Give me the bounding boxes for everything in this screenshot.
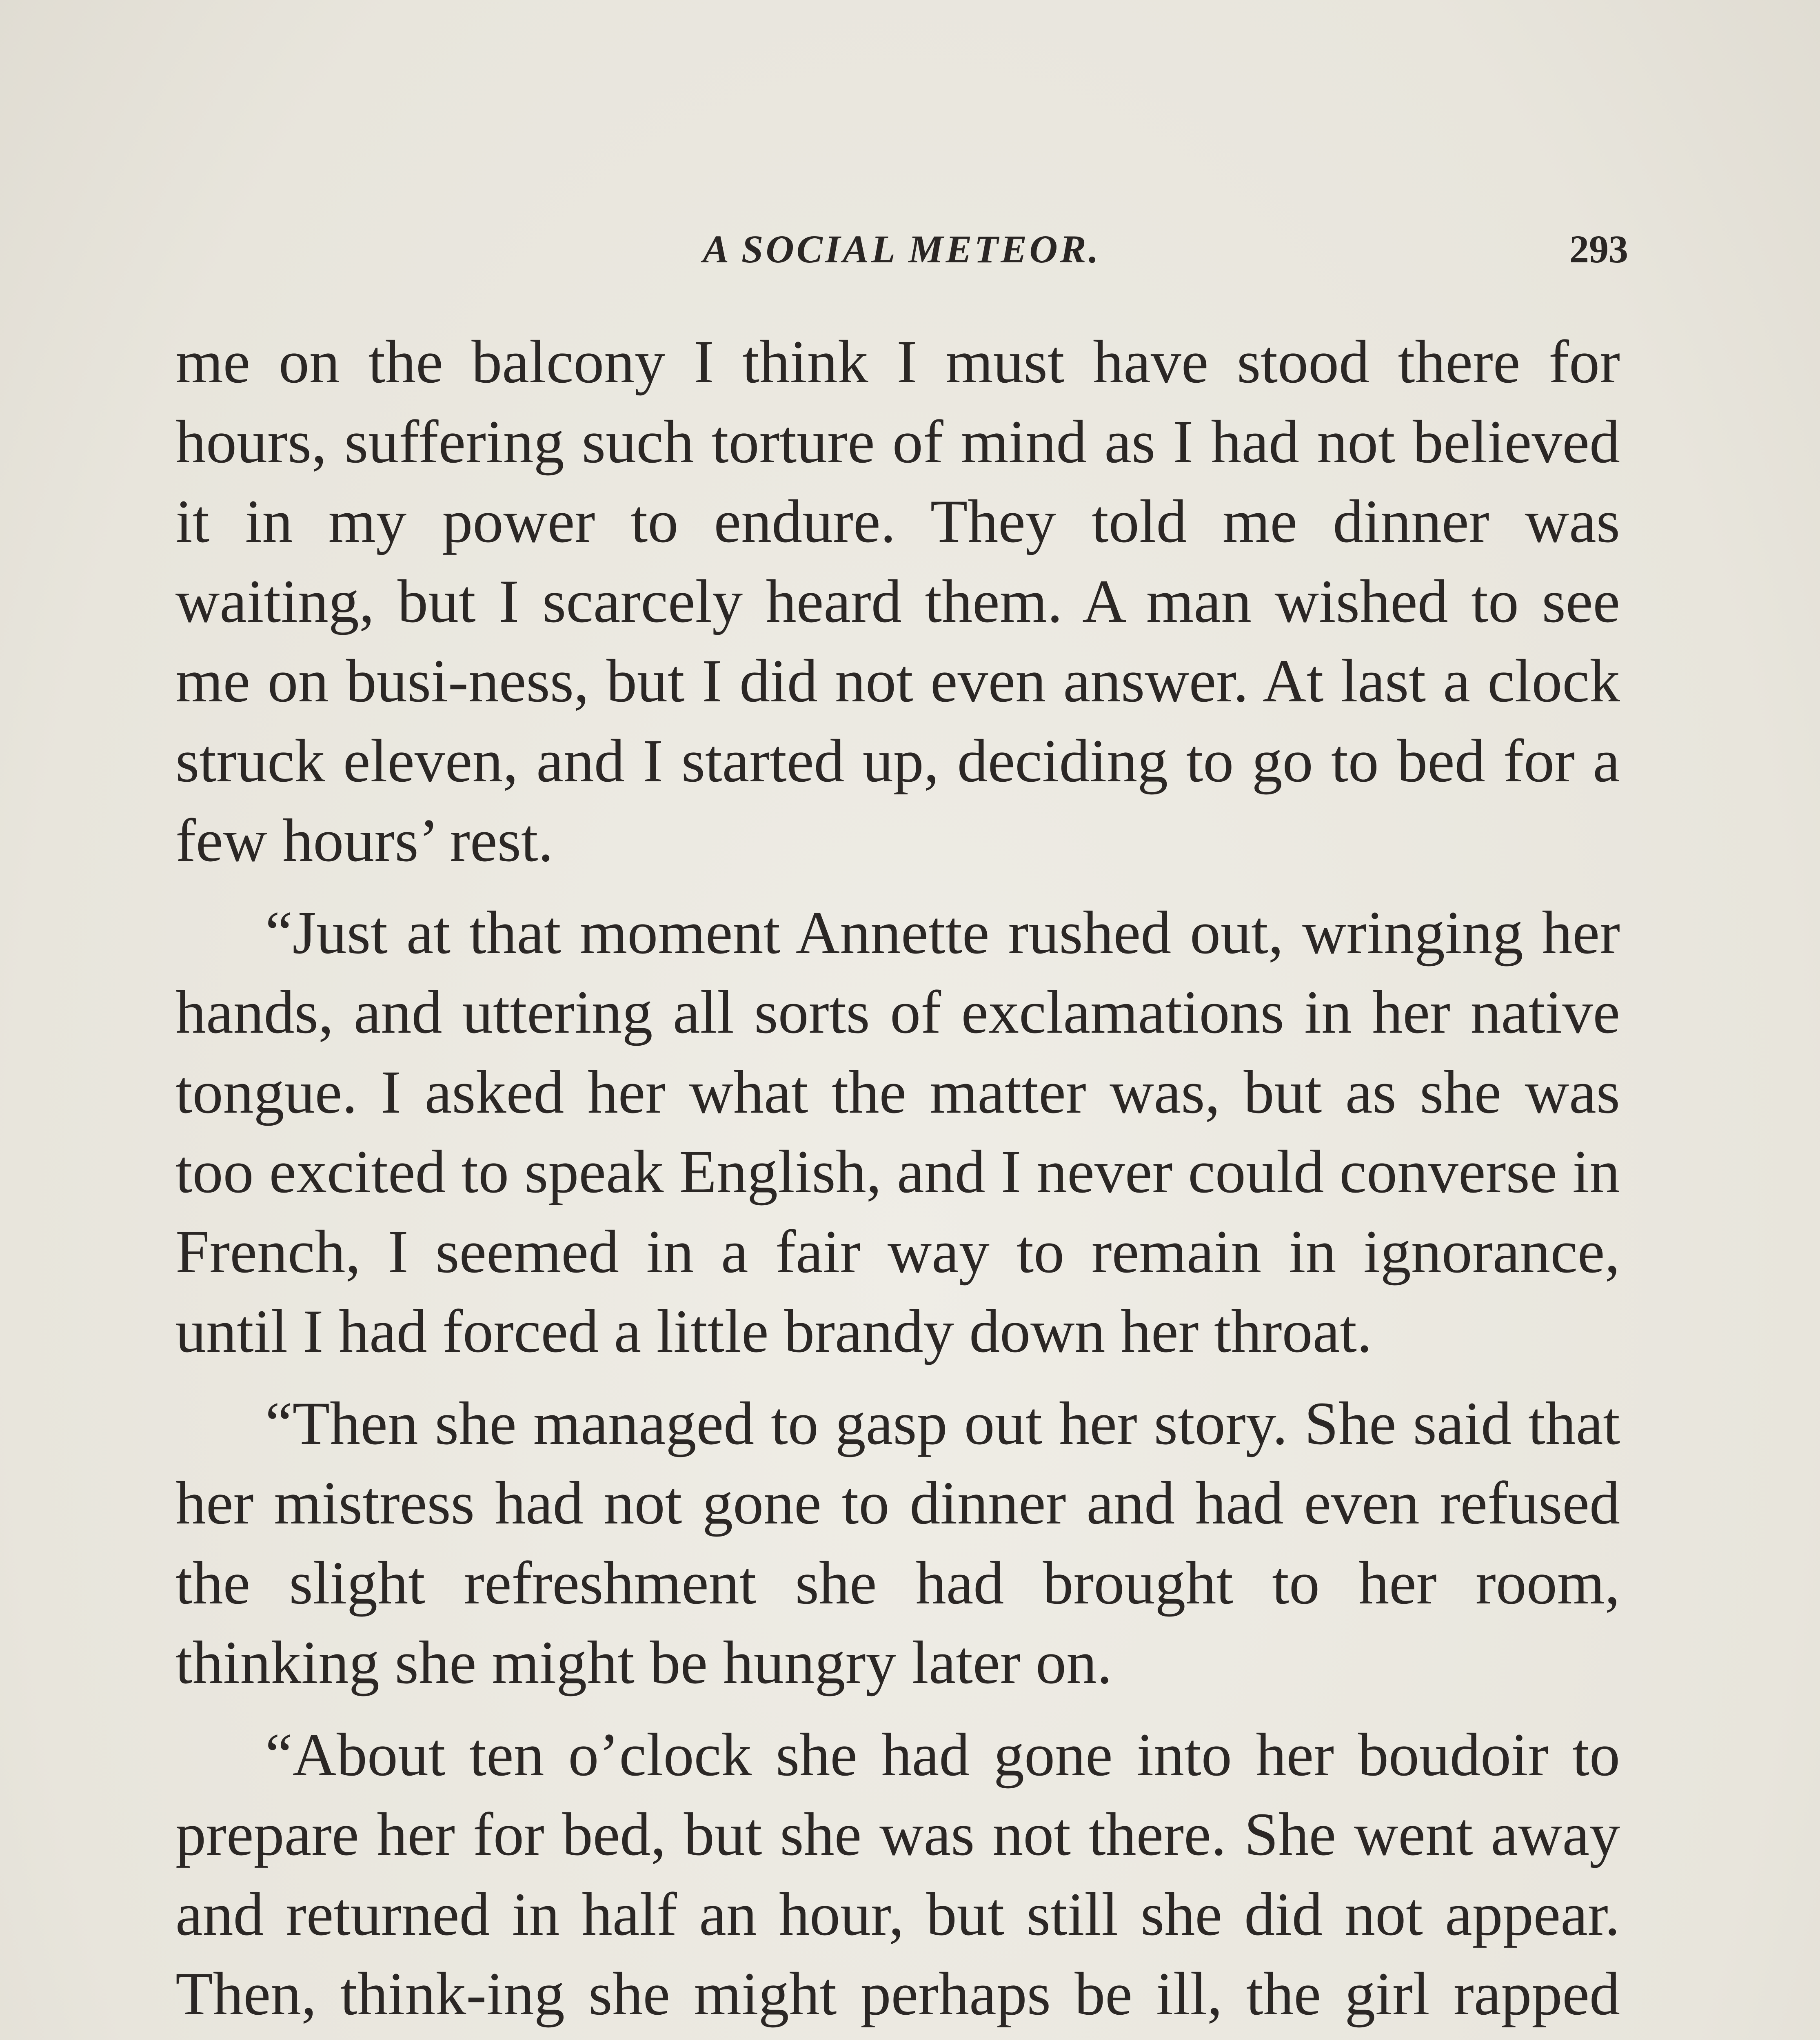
- running-head: [175, 226, 1628, 279]
- paragraph-1: me on the balcony I think I must have stood there for hours, suffering such torture of mind as I had not believed it in my power to endure. They told me dinner was waiting, but I scarcely heard them. A man wished to see me on busi-ness, but I did not even answer. At last a clock struck eleven, and I started up, deciding to go to bed for a few hours’ rest.: [175, 328, 1620, 874]
- paragraph-4: “About ten o’clock she had gone into her boudoir to prepare her for bed, but she was not there. She went away and returned in half an hour, but still she did not appear. Then, think-ing she might perhaps be ill, the girl rapped: [175, 1721, 1620, 2028]
- running-title: A SOCIAL METEOR.: [703, 227, 1101, 271]
- page-number: 293: [1569, 227, 1628, 271]
- paragraph-3: “Then she managed to gasp out her story. She said that her mistress had not gone to dinner and had even refused the slight refreshment she had brought to her room, thinking she might be hungry later on.: [175, 1389, 1620, 1696]
- body-text: [175, 322, 1620, 2040]
- paragraph-2: “Just at that moment Annette rushed out, wringing her hands, and uttering all sorts of exclamations in her native tongue. I asked her what the matter was, but as she was too excited to speak English, and I never could converse in French, I seemed in a fair way to remain in ignorance, until I had forced a little brandy down her throat.: [175, 898, 1620, 1365]
